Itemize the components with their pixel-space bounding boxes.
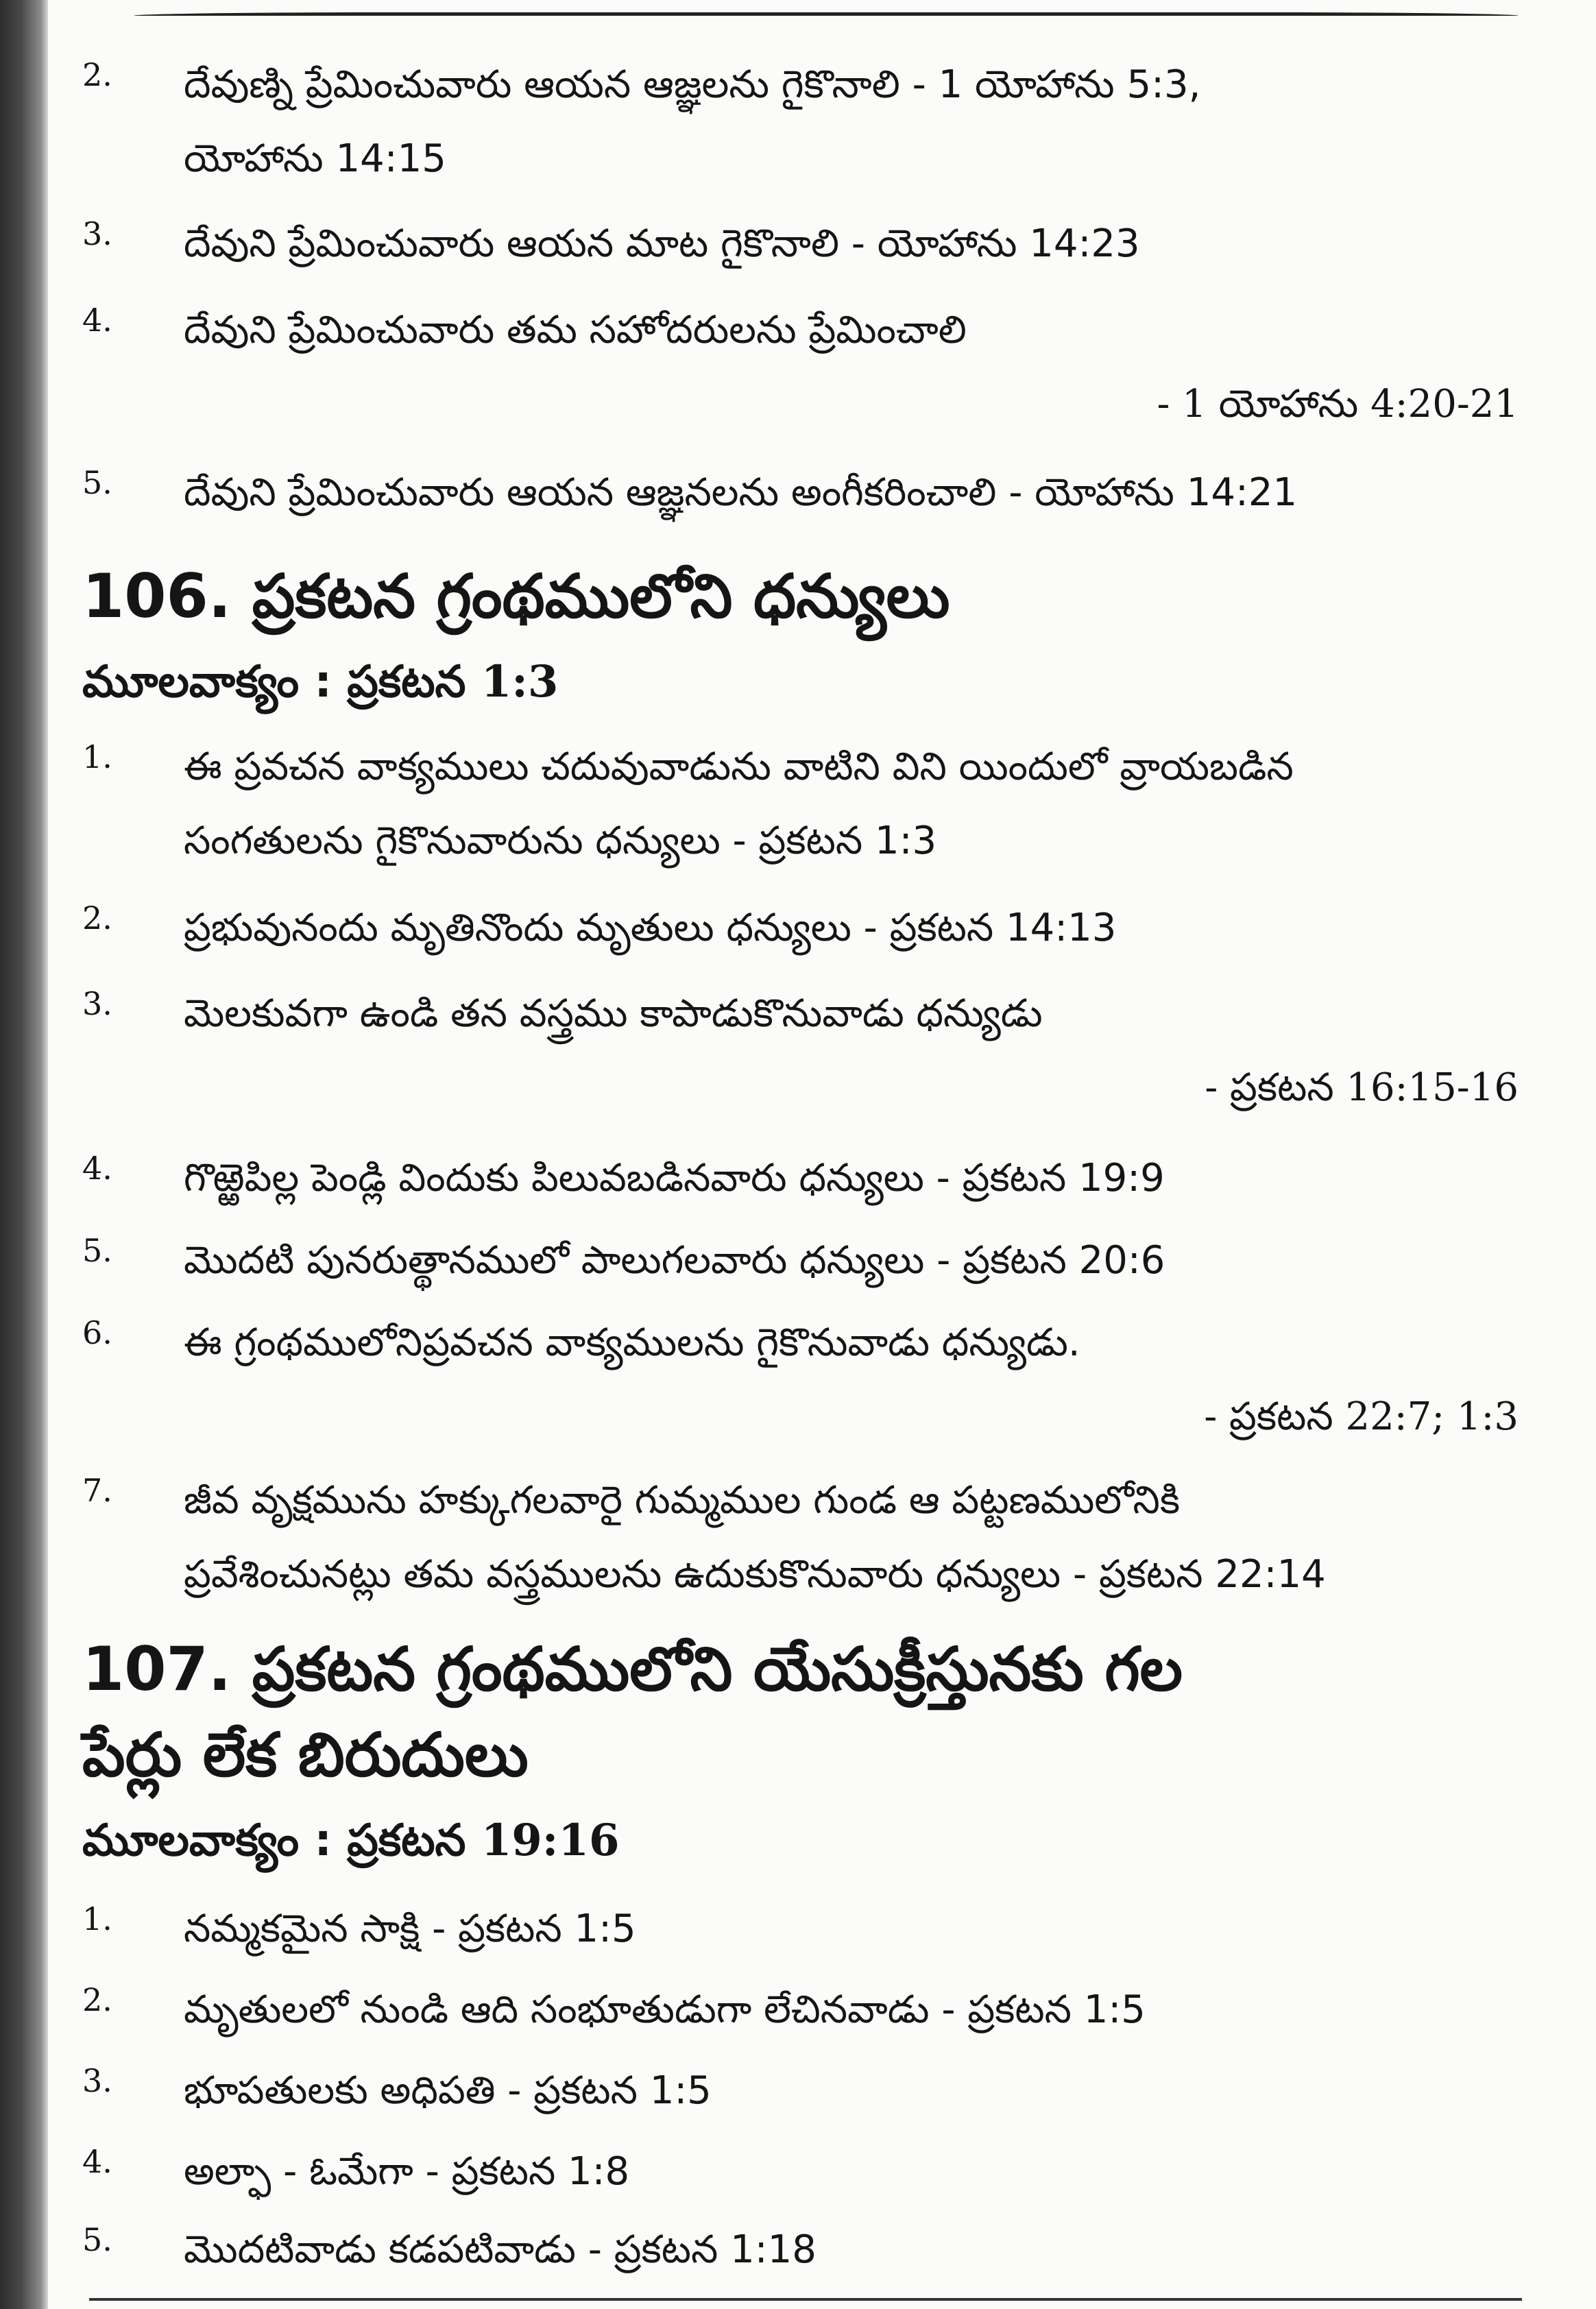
list-item [82,1973,1543,2047]
item-number: 2. [82,1981,112,2018]
item-text: సంగతులను గైకొనువారును ధన్యులు - ప్రకటన 1:3 [184,819,937,863]
item-text: మృతులలో నుండి ఆది సంభూతుడుగా లేచినవాడు - ప్రకటన 1:5 [184,1987,1146,2032]
item-text: మొదటి పునరుత్థానములో పాలుగలవారు ధన్యులు - ప్రకటన 20:6 [184,1238,1165,1283]
item-text: జీవ వృక్షమును హక్కుగలవారై గుమ్మముల గుండ ఆ పట్టణములోనికి [184,1478,1181,1523]
list-item [82,2213,1543,2287]
item-number: 3. [82,985,112,1022]
list-item [82,293,1543,442]
item-text: అల్ఫా - ఓమేగా - ప్రకటన 1:8 [184,2149,630,2194]
item-text: ఈ ప్రవచన వాక్యములు చదువువాడును వాటిని విని యిందులో వ్రాయబడిన [184,745,1294,789]
list-item [82,1141,1543,1216]
list-item [82,1306,1543,1454]
item-number: 5. [82,1232,112,1269]
section-heading-continued: పేర్లు లేక బిరుదులు [82,1719,529,1790]
item-number: 4. [82,302,112,339]
list-item [82,456,1543,530]
list-item [82,891,1543,965]
book-spine-shadow [0,0,48,2309]
item-text: మెలకువగా ఉండి తన వస్త్రము కాపాడుకొనువాడు ధన్యుడు [184,991,1043,1036]
list-item [82,2054,1543,2128]
item-number: 5. [82,464,112,501]
item-text: దేవుని ప్రేమించువారు ఆయన మాట గైకొనాలి - యోహాను 14:23 [184,221,1140,266]
item-number: 7. [82,1472,112,1509]
item-text: దేవుని ప్రేమించువారు తమ సహోదరులను ప్రేమించాలి [184,308,967,352]
page-content [48,0,1596,2309]
list-item [82,48,1543,196]
item-number: 6. [82,1314,112,1351]
item-text: ప్రవేశించునట్లు తమ వస్త్రములను ఉదుకుకొనువారు ధన్యులు - ప్రకటన 22:14 [184,1552,1326,1597]
item-reference: - 1 యోహాను 4:20-21 [1157,382,1519,426]
item-text: భూపతులకు అధిపతి - ప్రకటన 1:5 [184,2068,712,2113]
list-item [82,1892,1543,1966]
item-reference: - ప్రకటన 22:7; 1:3 [1204,1394,1519,1439]
item-number: 2. [82,56,112,93]
key-verse [82,1806,619,1875]
item-text: యోహాను 14:15 [184,136,446,181]
item-number: 2. [82,899,112,936]
item-number: 5. [82,2221,112,2258]
key-verse-reference: ప్రకటన 19:16 [347,1815,620,1866]
section-heading: 107. ప్రకటన గ్రంథములోని యేసుక్రీస్తునకు గల [82,1634,1183,1704]
bottom-rule [89,2298,1522,2301]
key-verse-label: మూలవాక్యం : [82,657,332,708]
item-reference: - ప్రకటన 16:15-16 [1205,1065,1519,1110]
list-item [82,1464,1543,1612]
item-number: 3. [82,2062,112,2099]
item-number: 3. [82,215,112,252]
list-item [82,730,1543,878]
item-text: ప్రభువునందు మృతినొందు మృతులు ధన్యులు - ప్రకటన 14:13 [184,906,1117,950]
item-text: మొదటివాడు కడపటివాడు - ప్రకటన 1:18 [184,2227,817,2272]
item-text: దేవుణ్ని ప్రేమించువారు ఆయన ఆజ్ఞలను గైకొనాలి - 1 యోహాను 5:3, [184,62,1201,107]
key-verse-label: మూలవాక్యం : [82,1815,332,1866]
item-number: 1. [82,1900,112,1937]
item-number: 4. [82,2143,112,2180]
item-text: గొఱ్ఱెపిల్ల పెండ్లి విందుకు పిలువబడినవారు ధన్యులు - ప్రకటన 19:9 [184,1156,1165,1200]
section-heading: 106. ప్రకటన గ్రంథములోని ధన్యులు [82,561,950,631]
item-text: నమ్మకమైన సాక్షి - ప్రకటన 1:5 [184,1907,636,1951]
item-number: 1. [82,738,112,775]
item-number: 4. [82,1150,112,1187]
item-text: ఈ గ్రంథములోనిప్రవచన వాక్యములను గైకొనువాడు ధన్యుడు. [184,1320,1080,1365]
list-item [82,1224,1543,1298]
book-page [48,0,1596,2309]
key-verse [82,648,558,716]
list-item [82,207,1543,281]
list-item [82,977,1543,1125]
item-text: దేవుని ప్రేమించువారు ఆయన ఆజ్ఞనలను అంగీకరించాలి - యోహాను 14:21 [184,470,1298,515]
list-item [82,2135,1543,2209]
key-verse-reference: ప్రకటన 1:3 [347,656,559,708]
